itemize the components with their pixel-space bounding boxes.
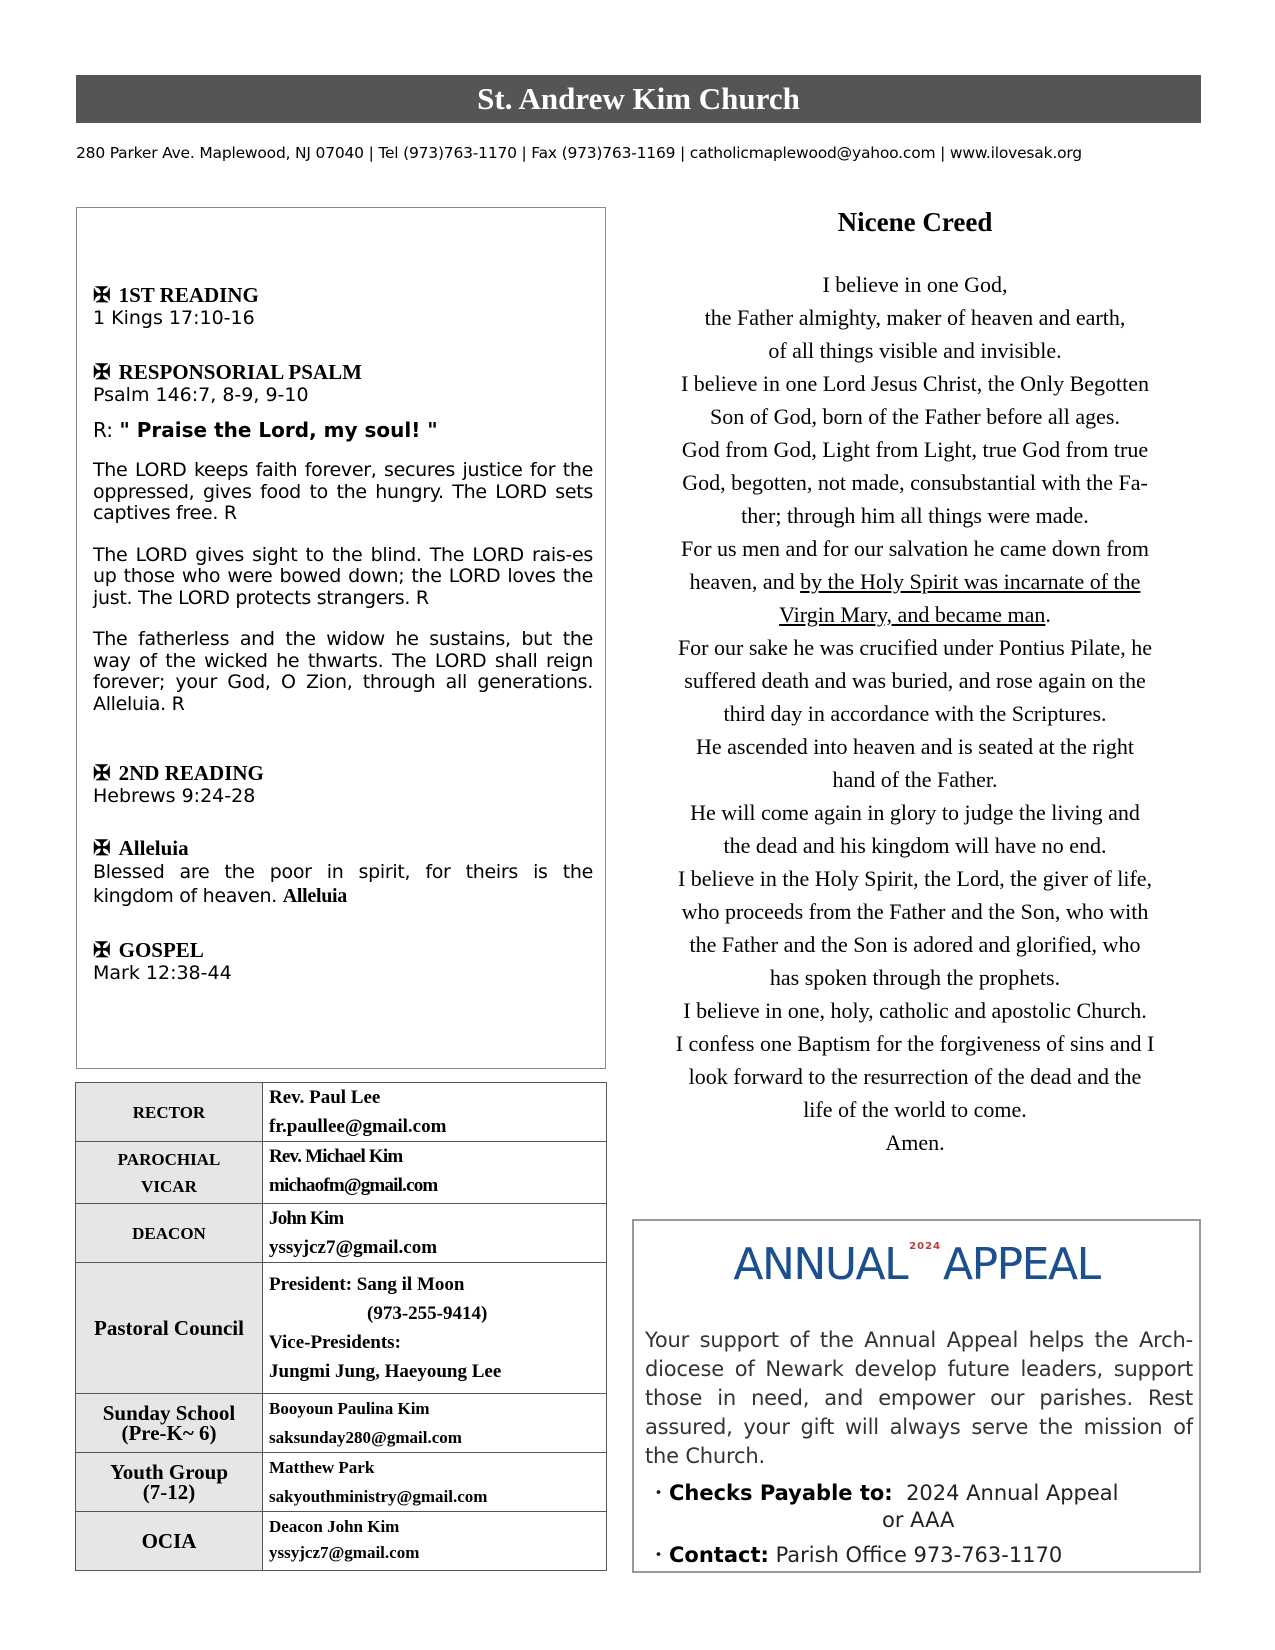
second-reading <box>93 761 593 808</box>
bullet-icon: ・ <box>648 1481 669 1505</box>
staff-info: John Kim yssyjcz7@gmail.com <box>263 1204 607 1263</box>
alleluia-title: Alleluia <box>118 836 189 860</box>
contact-line: 280 Parker Ave. Maplewood, NJ 07040 | Tel (973)763-1170 | Fax (973)763-1169 | catholicmaplewood@yahoo.com | www.ilovesak.org <box>76 144 1082 162</box>
psalm-response: R: " Praise the Lord, my soul! " <box>93 418 438 442</box>
nicene-creed <box>640 200 1190 1159</box>
psalm-verse: The LORD keeps faith forever, secures justice for the oppressed, gives food to the hungry. The LORD sets captives free. R <box>93 459 593 524</box>
creed-line: He will come again in glory to judge the living and <box>690 800 1140 825</box>
response-mark: R <box>171 692 185 715</box>
bullet-icon: ・ <box>648 1543 669 1567</box>
staff-info: Rev. Michael Kim michaofm@gmail.com <box>263 1142 607 1204</box>
annual-appeal-logo: ANNUAL $^{2024}$APPEAL <box>733 1239 1100 1290</box>
alleluia-text: Blessed are the poor in spirit, for theirs is the kingdom of heaven. Alleluia <box>93 861 593 907</box>
email-link[interactable]: yssyjcz7@gmail.com <box>269 1237 438 1258</box>
staff-info: President: Sang il Moon (973-255-9414) Vice-Presidents: Jungmi Jung, Haeyoung Lee <box>263 1263 607 1394</box>
annual-appeal-box <box>632 1219 1201 1573</box>
appeal-text: Your support of the Annual Appeal helps the Arch-diocese of Newark develop future leaders, support those in need, and empower our parishes. Rest assured, your gift will always serve the mission of the Church. <box>645 1328 1193 1468</box>
cross-icon: ✠ <box>93 761 111 785</box>
staff-info: Matthew Park sakyouthministry@gmail.com <box>263 1453 607 1512</box>
creed-line: He ascended into heaven and is seated at the right <box>695 734 1134 759</box>
creed-line: the Father almighty, maker of heaven and earth, <box>704 305 1126 330</box>
creed-line: has spoken through the prophets. <box>769 965 1061 990</box>
creed-line: I believe in one God, <box>822 272 1008 297</box>
creed-line: life of the world to come. <box>803 1097 1027 1122</box>
gospel <box>93 938 593 985</box>
email-link[interactable]: saksunday280@gmail.com <box>269 1428 462 1447</box>
creed-underlined: Virgin Mary, and became man <box>779 602 1046 627</box>
checks-payable-alt: or AAA <box>882 1508 955 1532</box>
cross-icon: ✠ <box>93 360 111 384</box>
readings-box <box>76 207 606 1069</box>
second-reading-title: 2ND READING <box>118 761 264 785</box>
creed-line: Son of God, born of the Father before all ages. <box>710 404 1120 429</box>
creed-line: heaven, and by the Holy Spirit was incarnate of the <box>689 569 1141 594</box>
creed-line: of all things visible and invisible. <box>768 338 1062 363</box>
email-link[interactable]: yssyjcz7@gmail.com <box>269 1543 420 1562</box>
first-reading-ref: 1 Kings 17:10-16 <box>93 307 255 329</box>
psalm-ref: Psalm 146:7, 8-9, 9-10 <box>93 384 309 406</box>
email-link[interactable]: fr.paullee@gmail.com <box>269 1116 447 1137</box>
church-title-bar <box>76 75 1201 123</box>
table-row <box>76 1204 607 1263</box>
cross-icon: ✠ <box>93 836 111 860</box>
creed-line: ther; through him all things were made. <box>741 503 1089 528</box>
staff-info: Deacon John Kim yssyjcz7@gmail.com <box>263 1512 607 1571</box>
staff-role: PAROCHIAL VICAR <box>76 1142 263 1204</box>
table-row <box>76 1394 607 1453</box>
staff-role: Sunday School (Pre-K~ 6) <box>76 1394 263 1453</box>
cross-icon: ✠ <box>93 938 111 962</box>
creed-line: For us men and for our salvation he came down from <box>681 536 1149 561</box>
staff-table <box>75 1082 607 1571</box>
first-reading-title: 1ST READING <box>118 283 259 307</box>
creed-line: God, begotten, not made, consubstantial with the Fa- <box>682 470 1148 495</box>
table-row <box>76 1512 607 1571</box>
gospel-title: GOSPEL <box>118 938 204 962</box>
email-link[interactable]: sakyouthministry@gmail.com <box>269 1487 488 1506</box>
creed-line: hand of the Father. <box>832 767 998 792</box>
staff-role: OCIA <box>76 1512 263 1571</box>
email-link[interactable]: michaofm@gmail.com <box>269 1175 438 1196</box>
checks-payable: ・Checks Payable to: 2024 Annual Appeal <box>648 1481 1119 1505</box>
creed-line: I confess one Baptism for the forgiveness of sins and I <box>675 1031 1155 1056</box>
creed-line: I believe in one Lord Jesus Christ, the Only Begotten <box>680 371 1150 396</box>
creed-line: the dead and his kingdom will have no end. <box>723 833 1107 858</box>
creed-line: suffered death and was buried, and rose again on the <box>684 668 1146 693</box>
staff-role: DEACON <box>76 1204 263 1263</box>
second-reading-ref: Hebrews 9:24-28 <box>93 785 256 807</box>
psalm <box>93 360 593 715</box>
creed-line: look forward to the resurrection of the dead and the <box>688 1064 1142 1089</box>
alleluia <box>93 836 593 908</box>
psalm-title: RESPONSORIAL PSALM <box>118 360 362 384</box>
staff-role: Youth Group (7-12) <box>76 1453 263 1512</box>
creed-line: Virgin Mary, and became man. <box>779 602 1051 627</box>
creed-line: who proceeds from the Father and the Son, who with <box>681 899 1149 924</box>
psalm-response-text: " Praise the Lord, my soul! " <box>119 418 438 442</box>
creed-title: Nicene Creed <box>837 207 993 237</box>
creed-line: third day in accordance with the Scriptures. <box>723 701 1107 726</box>
church-title: St. Andrew Kim Church <box>477 81 800 116</box>
table-row <box>76 1263 607 1394</box>
staff-role: RECTOR <box>76 1083 263 1142</box>
table-row <box>76 1453 607 1512</box>
creed-line: the Father and the Son is adored and glorified, who <box>689 932 1141 957</box>
creed-line: Amen. <box>885 1130 945 1155</box>
creed-line: I believe in one, holy, catholic and apostolic Church. <box>683 998 1147 1023</box>
staff-info: Rev. Paul Lee fr.paullee@gmail.com <box>263 1083 607 1142</box>
staff-role: Pastoral Council <box>76 1263 263 1394</box>
response-mark: R <box>223 502 237 524</box>
staff-info: Booyoun Paulina Kim saksunday280@gmail.com <box>263 1394 607 1453</box>
gospel-ref: Mark 12:38-44 <box>93 962 232 984</box>
response-mark: R <box>415 586 429 609</box>
creed-underlined: by the Holy Spirit was incarnate of the <box>800 569 1141 594</box>
creed-line: I believe in the Holy Spirit, the Lord, the giver of life, <box>677 866 1153 891</box>
table-row <box>76 1083 607 1142</box>
creed-line: For our sake he was crucified under Pontius Pilate, he <box>677 635 1153 660</box>
first-reading <box>93 283 593 330</box>
appeal-contact: ・Contact: Parish Office 973-763-1170 <box>648 1543 1063 1567</box>
psalm-verse: The fatherless and the widow he sustains, but the way of the wicked he thwarts. The LORD shall reign forever; your God, O Zion, through all generations. Alleluia. R <box>93 628 593 715</box>
cross-icon: ✠ <box>93 283 111 307</box>
creed-line: God from God, Light from Light, true God from true <box>681 437 1149 462</box>
psalm-verse: The LORD gives sight to the blind. The LORD rais-es up those who were bowed down; the LORD loves the just. The LORD protects strangers. R <box>93 543 593 609</box>
table-row <box>76 1142 607 1204</box>
